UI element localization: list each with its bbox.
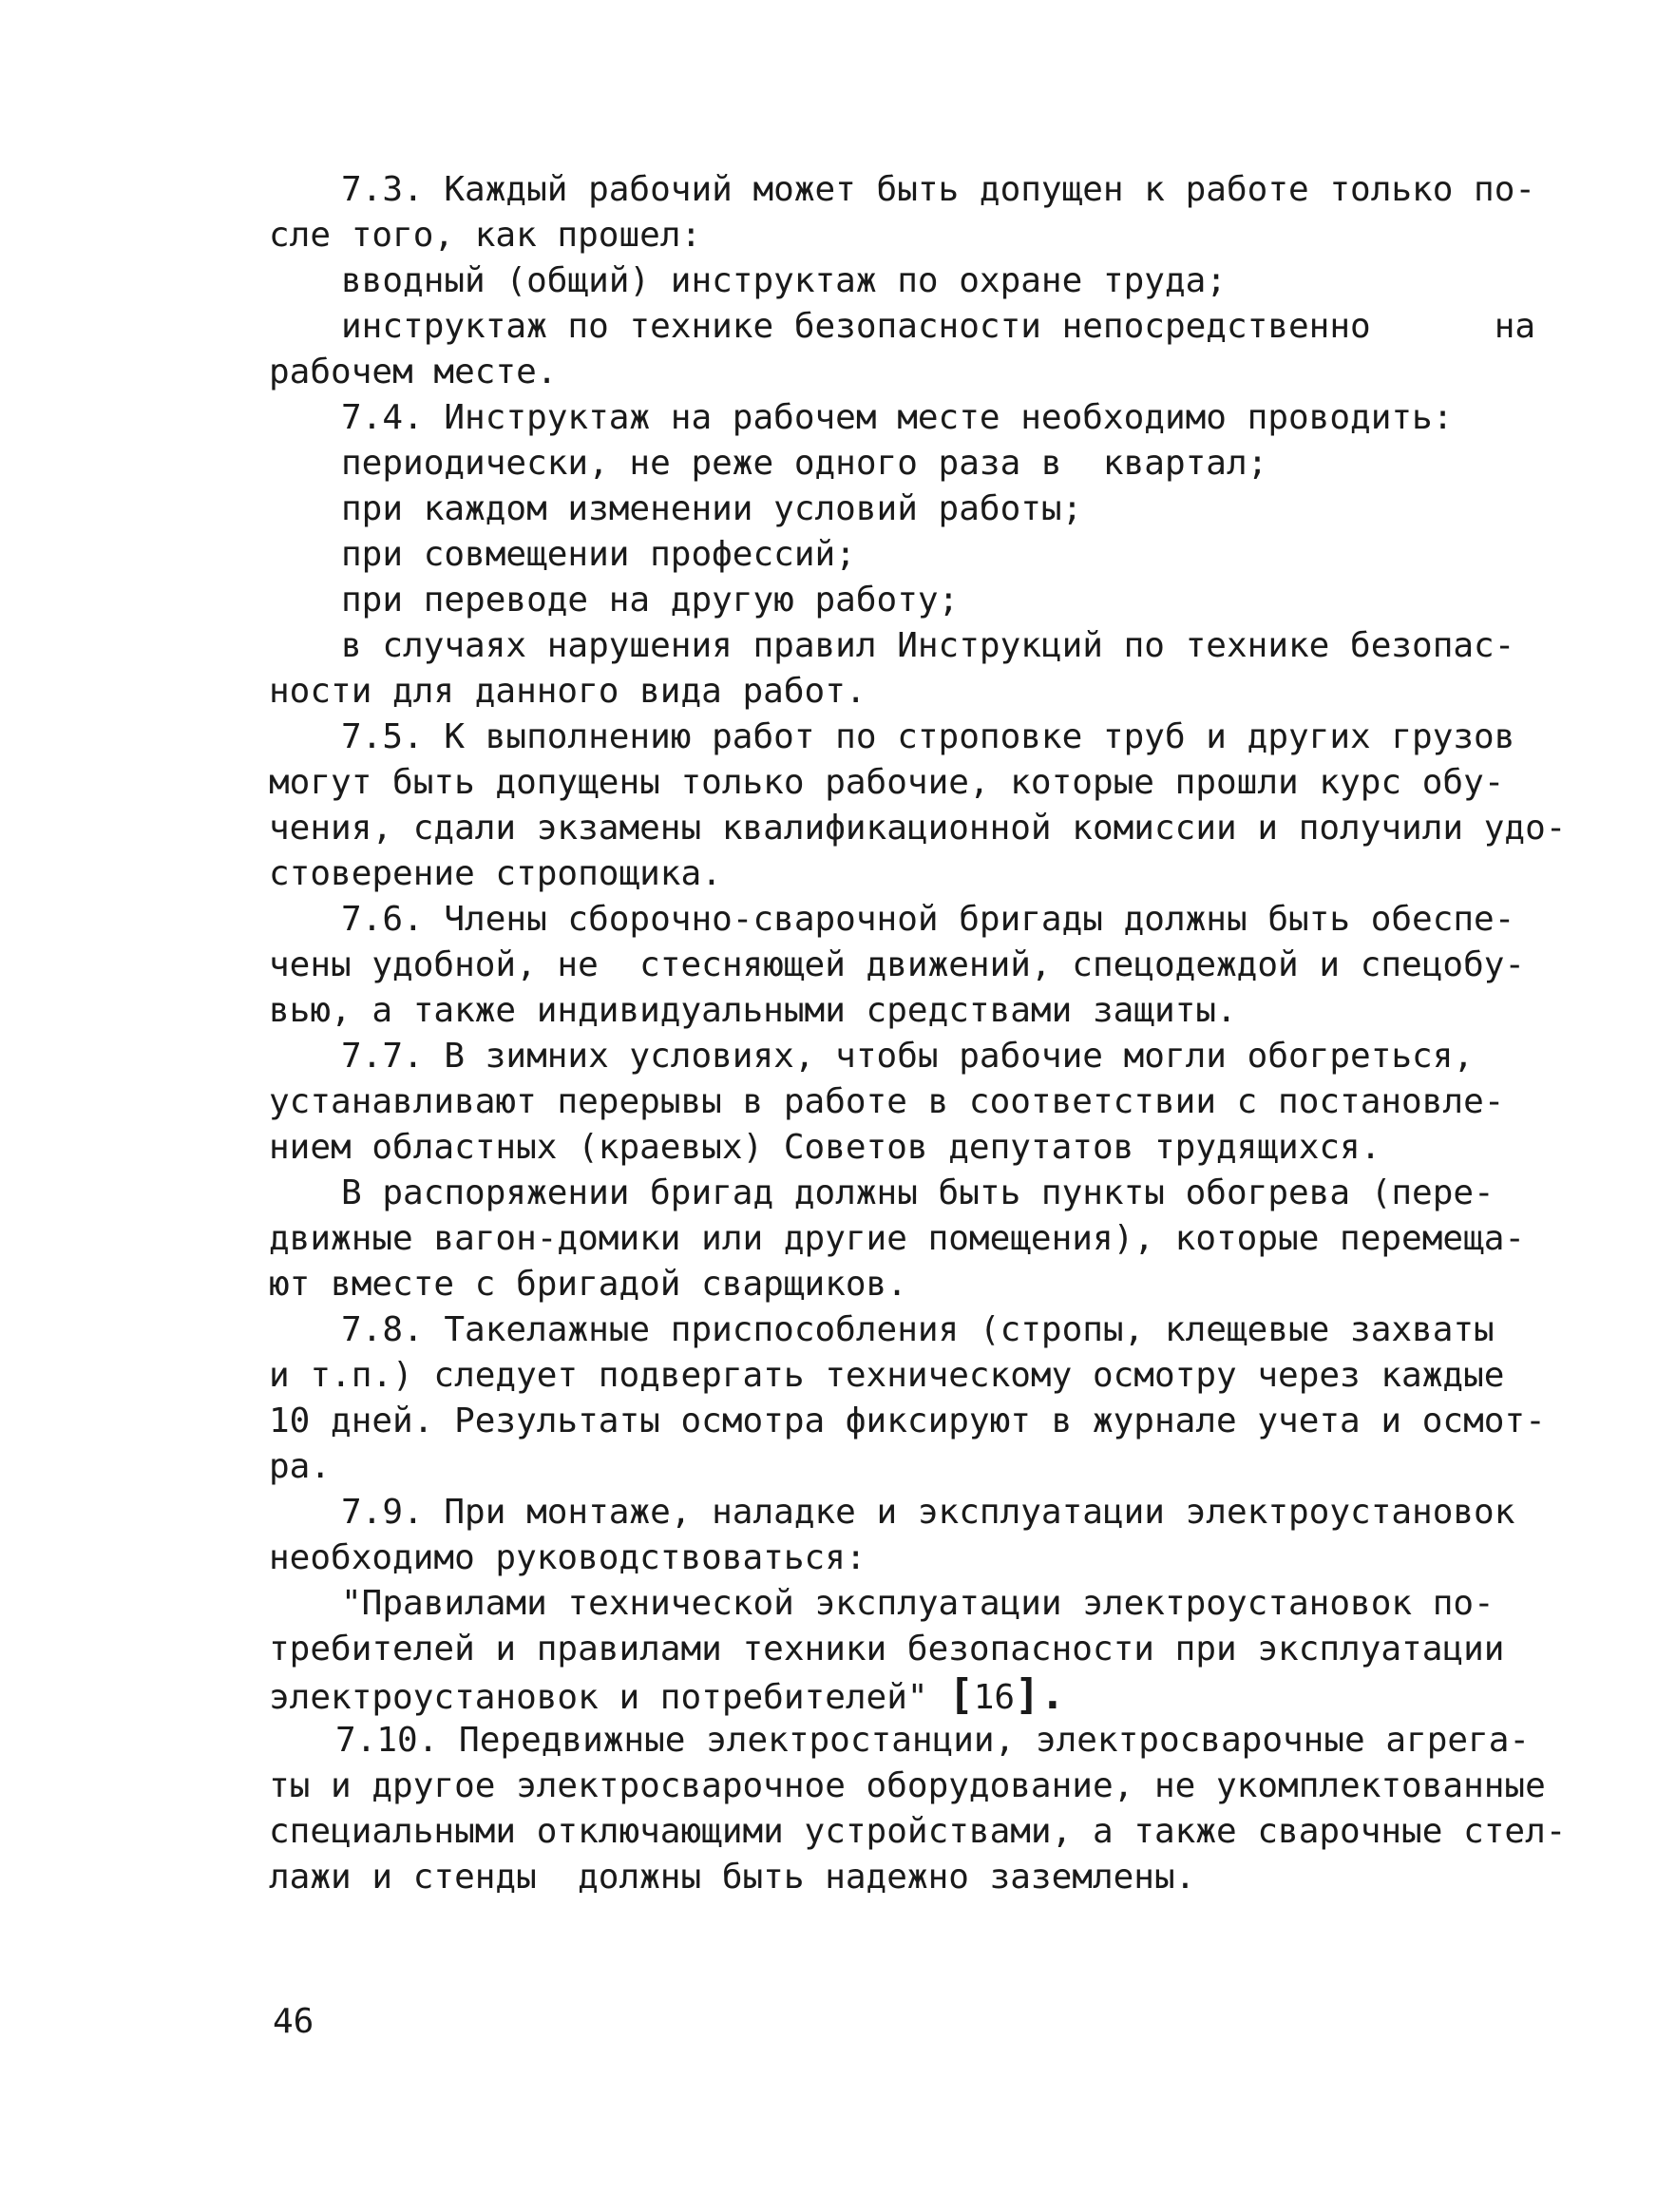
text-line: сле того, как прошел: [269,216,702,255]
text-line: в случаях нарушения правил Инструкций по технике безопас- [341,626,1515,665]
page-number: 46 [273,2002,314,2041]
text-line: могут быть допущены только рабочие, которые прошли курс обу- [269,763,1505,802]
text-line: 7.8. Такелажные приспособления (стропы, клещевые захваты [341,1310,1495,1349]
text-line: при каждом изменении условий работы; [341,489,1083,528]
text-line: вводный (общий) инструктаж по охране труда; [341,261,1227,300]
text-line: электроустановок и потребителей" [269,1678,928,1717]
text-line: устанавливают перерывы в работе в соответствии с постановле- [269,1082,1505,1121]
text-line: лажи и стенды должны быть надежно заземлены. [269,1858,1196,1897]
text-line: ности для данного вида работ. [269,672,867,711]
text-line: 7.7. В зимних условиях, чтобы рабочие могли обогреться, [341,1037,1475,1076]
text-line: рабочем месте. [269,353,558,391]
reference-number: 16 [973,1678,1016,1717]
text-line: нием областных (краевых) Советов депутатов трудящихся. [269,1128,1381,1167]
text-line-with-reference [269,1672,1065,1718]
text-line: В распоряжении бригад должны быть пункты обогрева (пере- [341,1173,1495,1212]
text-line: специальными отключающими устройствами, а также сварочные стел- [269,1812,1567,1851]
text-line: 10 дней. Результаты осмотра фиксируют в журнале учета и осмот- [269,1402,1546,1440]
reference-open-bracket: [ [948,1670,974,1719]
text-line: требителей и правилами техники безопасности при эксплуатации [269,1630,1505,1669]
reference-close-bracket: ]. [1015,1670,1066,1719]
text-line: ра. [269,1447,332,1486]
text-line: чения, сдали экзамены квалификационной комиссии и получили удо- [269,809,1567,848]
text-line: ют вместе с бригадой сварщиков. [269,1265,907,1304]
text-line: чены удобной, не стесняющей движений, спецодеждой и спецобу- [269,945,1526,984]
text-line: вью, а также индивидуальными средствами защиты. [269,991,1237,1030]
text-line: инструктаж по технике безопасности непосредственно на [341,307,1536,346]
text-line: "Правилами технической эксплуатации электроустановок по- [341,1584,1495,1623]
text-line: и т.п.) следует подвергать техническому осмотру через каждые [269,1356,1505,1395]
text-line: при переводе на другую работу; [341,581,960,620]
text-line: при совмещении профессий; [341,535,856,574]
text-line: движные вагон-домики или другие помещения), которые перемеща- [269,1219,1526,1258]
text-line: 7.6. Члены сборочно-сварочной бригады должны быть обеспе- [341,900,1515,939]
text-line: необходимо руководствоваться: [269,1538,867,1577]
text-line: стоверение стропощика. [269,854,722,893]
text-line: 7.5. К выполнению работ по строповке труб и других грузов [341,717,1515,756]
text-line: 7.10. Передвижные электростанции, электросварочные агрега- [335,1721,1531,1760]
text-line: 7.9. При монтаже, наладке и эксплуатации электроустановок [341,1493,1515,1532]
text-line: периодически, не реже одного раза в квартал; [341,444,1268,483]
text-line: ты и другое электросварочное оборудование, не укомплектованные [269,1766,1546,1805]
text-line: 7.4. Инструктаж на рабочем месте необходимо проводить: [341,398,1454,437]
text-line: 7.3. Каждый рабочий может быть допущен к работе только по- [341,170,1536,209]
